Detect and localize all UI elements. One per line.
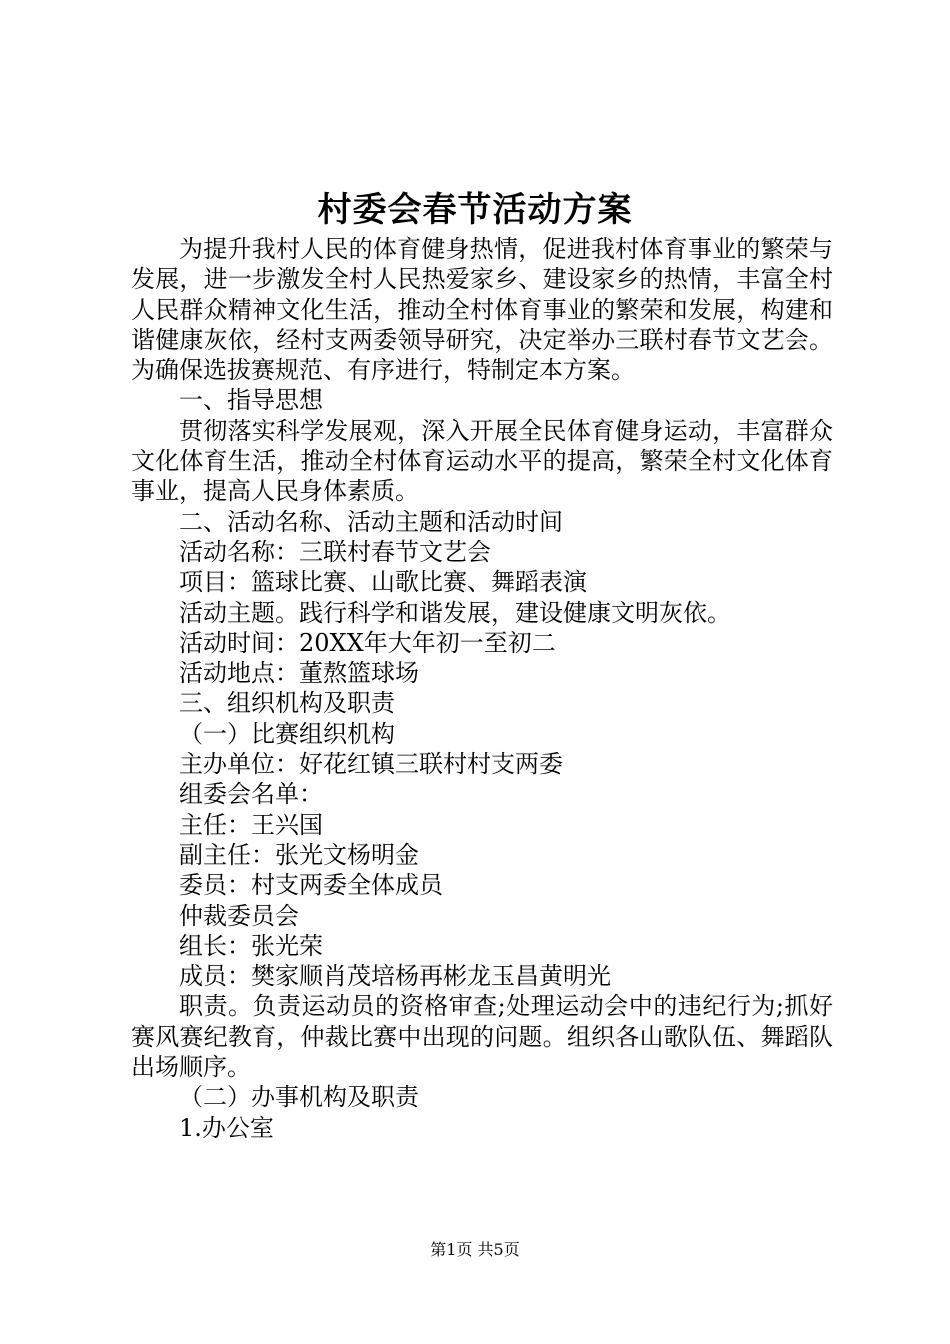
deputy-director-line: 副主任：张光文杨明金 (179, 840, 419, 869)
intro-paragraph: 为提升我村人民的体育健身热情，促进我村体育事业的繁荣与发展，进一步激发全村人民热爱家乡、建设家乡的热情，丰富全村人民群众精神文化生活，推动全村体育事业的繁荣和发展，构建和谐健康灰依，经村支两委领导研究，决定举办三联村春节文艺会。为确保选拔赛规范、有序进行，特制定本方案。 (131, 235, 833, 385)
organizer-line: 主办单位：好花红镇三联村村支两委 (179, 750, 563, 779)
subsection-heading-office-duties: （二）办事机构及职责 (179, 1083, 419, 1112)
section-heading-activity-info: 二、活动名称、活动主题和活动时间 (179, 507, 563, 536)
guiding-thought-paragraph: 贯彻落实科学发展观，深入开展全民体育健身运动，丰富群众文化体育生活，推动全村体育运动水平的提高，繁荣全村文化体育事业，提高人民身体素质。 (131, 416, 833, 506)
director-line: 主任：王兴国 (179, 810, 323, 839)
subsection-heading-competition-org: （一）比赛组织机构 (179, 719, 395, 748)
document-body (131, 234, 833, 1143)
activity-location-line: 活动地点：董熬篮球场 (179, 659, 419, 688)
arbitration-committee-line: 仲裁委员会 (179, 901, 299, 930)
activity-theme-line: 活动主题。践行科学和谐发展，建设健康文明灰依。 (179, 598, 731, 627)
activity-name-line: 活动名称：三联村春节文艺会 (179, 537, 491, 566)
duties-paragraph: 职责。负责运动员的资格审查;处理运动会中的违纪行为;抓好赛风赛纪教育，仲裁比赛中出现的问题。组织各山歌队伍、舞蹈队出场顺序。 (131, 992, 833, 1082)
activity-items-line: 项目：篮球比赛、山歌比赛、舞蹈表演 (179, 568, 587, 597)
team-leader-line: 组长：张光荣 (179, 931, 323, 960)
document-title: 村委会春节活动方案 (317, 190, 633, 230)
page-footer: 第1页 共5页 (430, 1240, 520, 1259)
section-heading-organization: 三、组织机构及职责 (179, 689, 395, 718)
section-heading-guiding-thought: 一、指导思想 (179, 386, 323, 415)
committee-list-line: 组委会名单： (179, 780, 323, 809)
activity-time-line: 活动时间：20XX年大年初一至初二 (179, 628, 556, 657)
office-line: 1.办公室 (179, 1113, 274, 1142)
members-line: 委员：村支两委全体成员 (179, 871, 443, 900)
arbitration-members-line: 成员：樊家顺肖茂培杨再彬龙玉昌黄明光 (179, 962, 611, 991)
